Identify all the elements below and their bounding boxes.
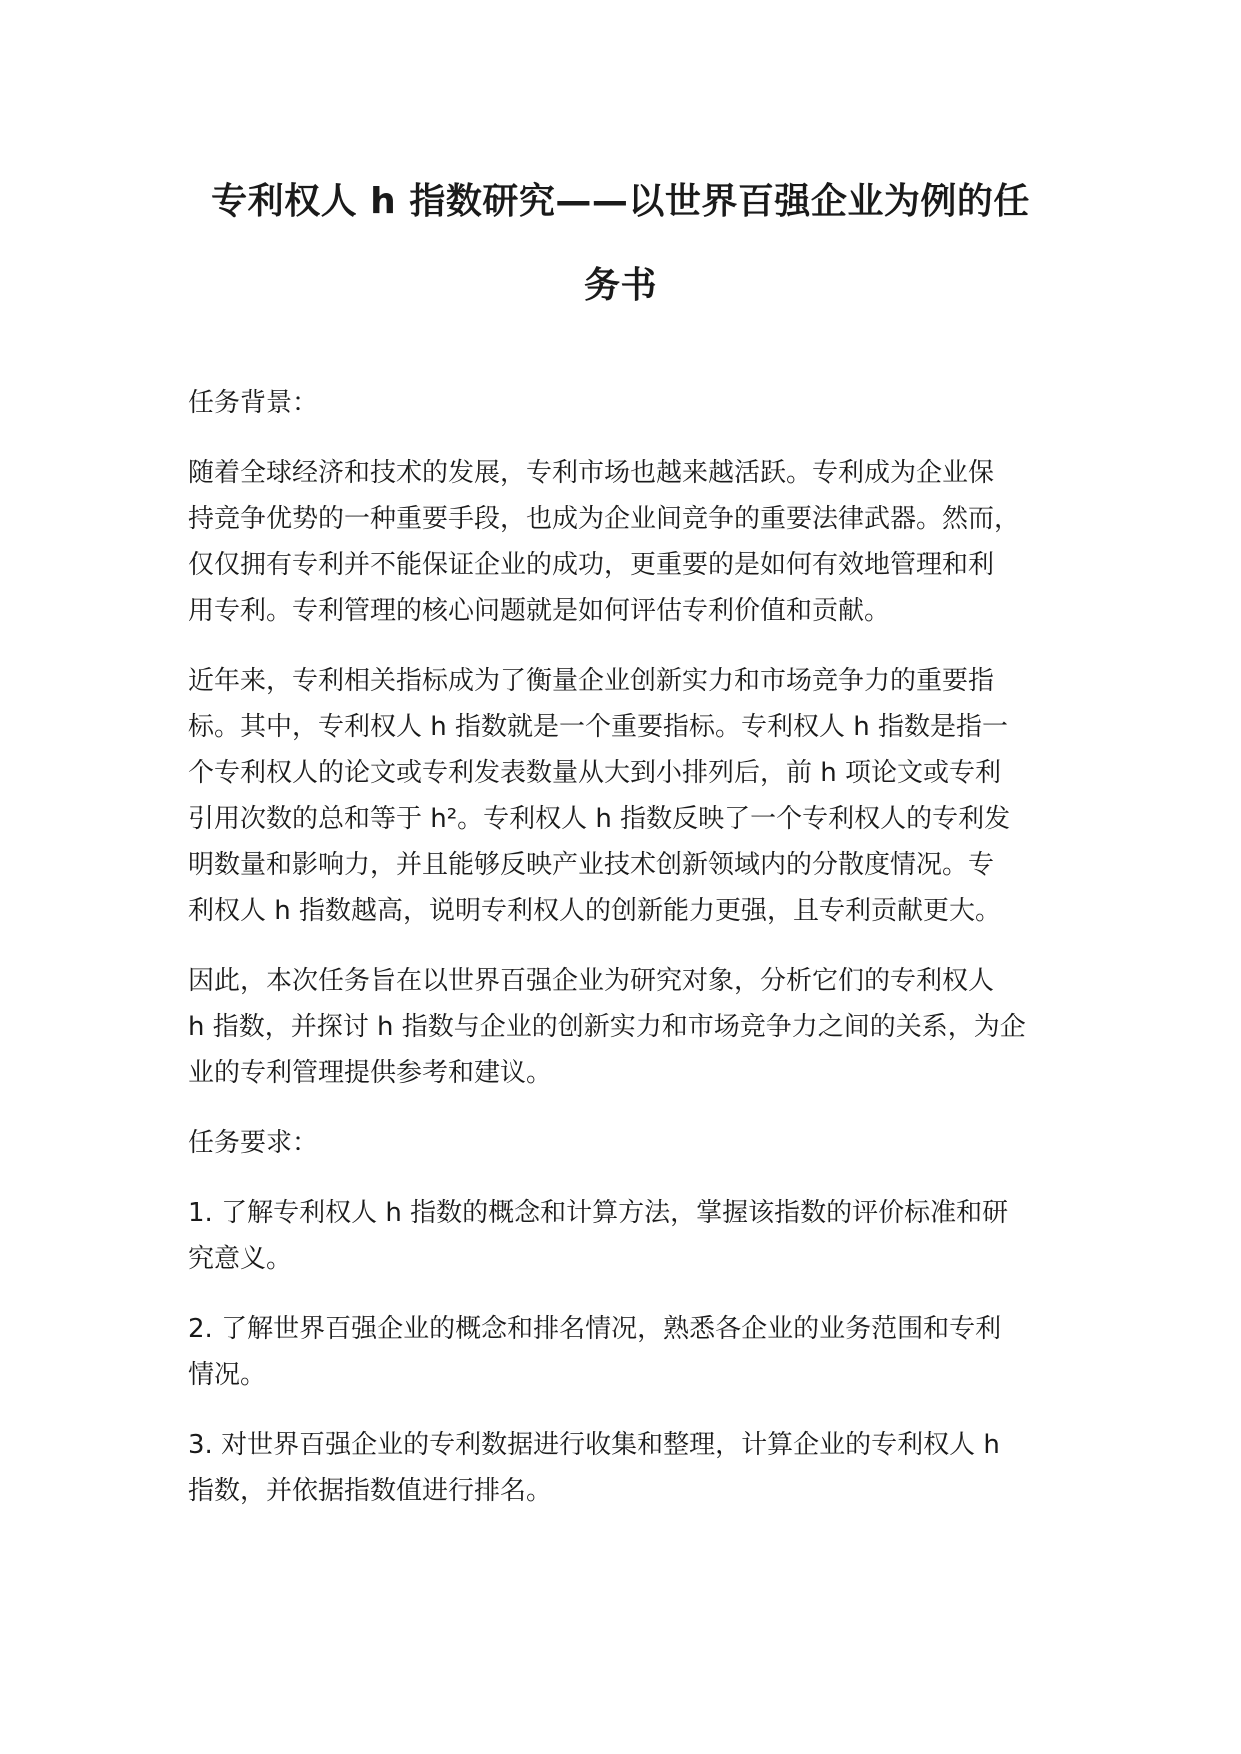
paragraph-line: 持竞争优势的一种重要手段，也成为企业间竞争的重要法律武器。然而， [188,504,1021,534]
background-paragraph-3 [188,958,1188,1096]
requirement-line: 3. 对世界百强企业的专利数据进行收集和整理，计算企业的专利权人 h [188,1430,1000,1460]
document-body [188,380,1188,1538]
paragraph-line: 仅仅拥有专利并不能保证企业的成功，更重要的是如何有效地管理和利 [188,550,995,580]
requirement-line: 2. 了解世界百强企业的概念和排名情况，熟悉各企业的业务范围和专利 [188,1314,1002,1344]
background-paragraph-1 [188,450,1188,634]
paragraph-line: 引用次数的总和等于 h²。专利权人 h 指数反映了一个专利权人的专利发 [188,804,1011,834]
paragraph-line: 业的专利管理提供参考和建议。 [188,1058,553,1088]
requirements-heading [188,1120,1188,1166]
requirement-line: 1. 了解专利权人 h 指数的概念和计算方法，掌握该指数的评价标准和研 [188,1198,1009,1228]
requirements-heading-text: 任务要求： [188,1128,319,1158]
document-title-line-2: 务书 [583,265,657,306]
requirement-item-1 [188,1190,1188,1282]
requirement-line: 指数，并依据指数值进行排名。 [188,1476,553,1506]
document-title-line-1: 专利权人 h 指数研究——以世界百强企业为例的任 [211,181,1030,222]
background-heading [188,380,1188,426]
paragraph-line: h 指数，并探讨 h 指数与企业的创新实力和市场竞争力之间的关系，为企 [188,1012,1026,1042]
requirement-line: 究意义。 [188,1244,293,1274]
paragraph-line: 近年来，专利相关指标成为了衡量企业创新实力和市场竞争力的重要指 [188,666,995,696]
paragraph-line: 随着全球经济和技术的发展，专利市场也越来越活跃。专利成为企业保 [188,458,995,488]
paragraph-line: 利权人 h 指数越高，说明专利权人的创新能力更强，且专利贡献更大。 [188,896,1002,926]
paragraph-line: 明数量和影响力，并且能够反映产业技术创新领域内的分散度情况。专 [188,850,995,880]
requirement-item-2 [188,1306,1188,1398]
requirement-line: 情况。 [188,1360,267,1390]
paragraph-line: 用专利。专利管理的核心问题就是如何评估专利价值和贡献。 [188,596,891,626]
background-paragraph-2 [188,658,1188,934]
paragraph-line: 个专利权人的论文或专利发表数量从大到小排列后，前 h 项论文或专利 [188,758,1002,788]
background-heading-text: 任务背景： [188,388,319,418]
paragraph-line: 标。其中，专利权人 h 指数就是一个重要指标。专利权人 h 指数是指一 [188,712,1009,742]
requirement-item-3 [188,1422,1188,1514]
paragraph-line: 因此，本次任务旨在以世界百强企业为研究对象，分析它们的专利权人 [188,966,995,996]
